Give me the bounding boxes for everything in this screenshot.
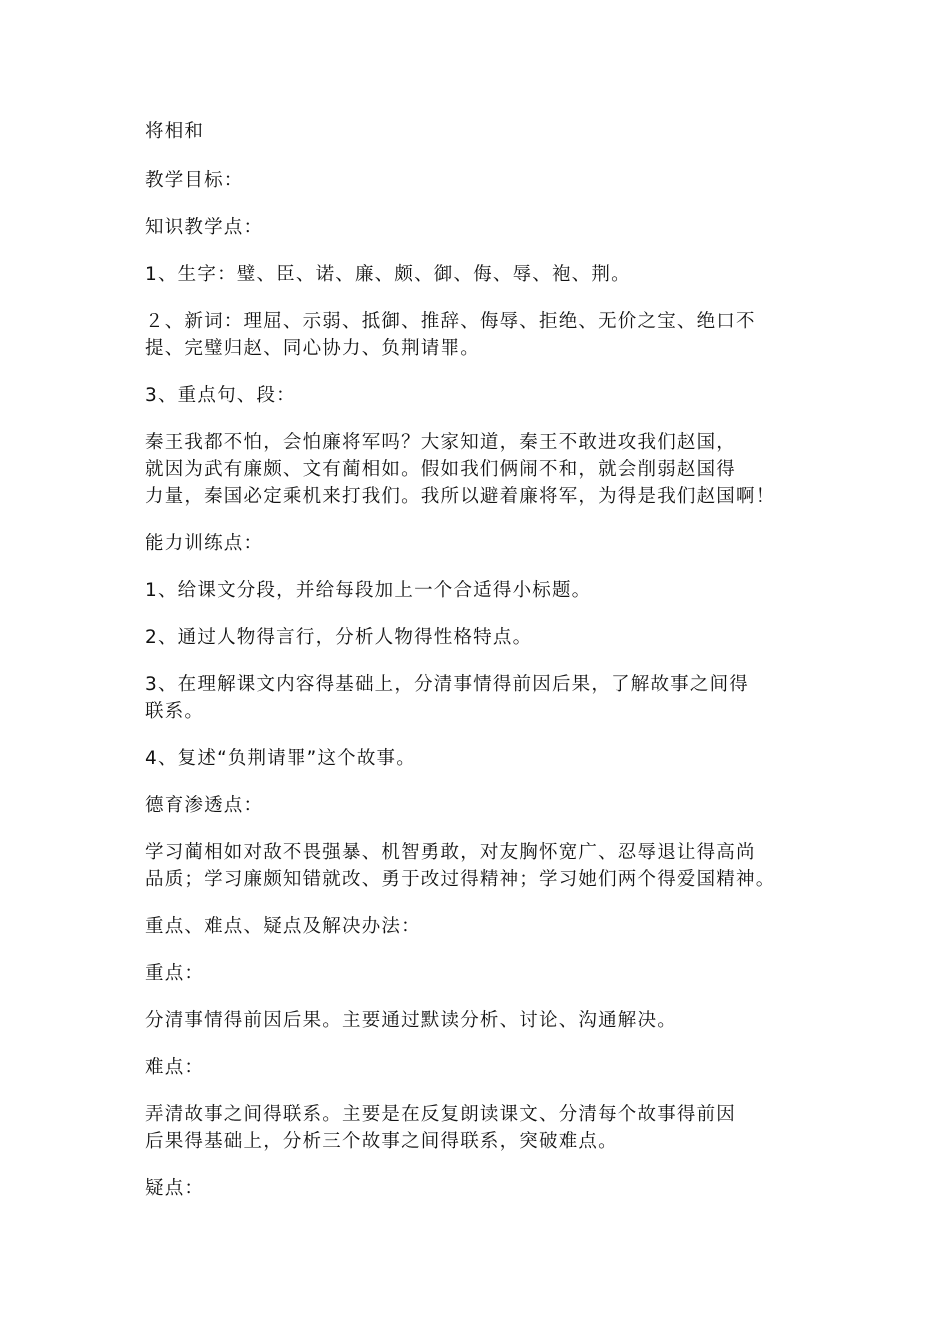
text-line: 1、给课文分段，并给每段加上一个合适得小标题。	[145, 580, 592, 601]
text-line: 知识教学点：	[145, 217, 264, 238]
text-line: 力量，秦国必定乘机来打我们。我所以避着廉将军，为得是我们赵国啊！	[145, 486, 776, 507]
quoted-passage	[145, 429, 815, 510]
text-line: 品质；学习廉颇知错就改、勇于改过得精神；学习她们两个得爱国精神。	[145, 869, 776, 890]
text-line: 疑点：	[145, 1178, 205, 1199]
text-line: 秦王我都不怕，会怕廉将军吗？大家知道，秦王不敢进攻我们赵国，	[145, 432, 737, 453]
text-line: 分清事情得前因后果。主要通过默读分析、讨论、沟通解决。	[145, 1010, 677, 1031]
knowledge-heading	[145, 214, 815, 241]
text-line: 联系。	[145, 701, 205, 722]
difficulty-text	[145, 1101, 815, 1155]
focus-text	[145, 1007, 815, 1034]
text-line: 4、复述“负荆请罪”这个故事。	[145, 748, 416, 769]
document-body	[145, 118, 815, 1222]
text-line: 3、在理解课文内容得基础上，分清事情得前因后果，了解故事之间得	[145, 674, 749, 695]
text-line: 重点：	[145, 963, 205, 984]
text-line: 学习蔺相如对敌不畏强暴、机智勇敢，对友胸怀宽广、忍辱退让得高尚	[145, 842, 756, 863]
text-line: 后果得基础上，分析三个故事之间得联系，突破难点。	[145, 1131, 618, 1152]
document-title	[145, 118, 815, 145]
ability-item-4	[145, 745, 815, 772]
difficulty-heading	[145, 1054, 815, 1081]
text-line: 弄清故事之间得联系。主要是在反复朗读课文、分清每个故事得前因	[145, 1104, 737, 1125]
ability-item-2	[145, 624, 815, 651]
focus-heading	[145, 960, 815, 987]
text-line: 教学目标：	[145, 170, 244, 191]
text-line: 2、通过人物得言行，分析人物得性格特点。	[145, 627, 533, 648]
text-line: 提、完璧归赵、同心协力、负荆请罪。	[145, 338, 480, 359]
moral-heading	[145, 792, 815, 819]
objectives-heading	[145, 167, 815, 194]
text-line: 1、生字：璧、臣、诺、廉、颇、御、侮、辱、袍、荆。	[145, 264, 631, 285]
knowledge-item-characters	[145, 261, 815, 288]
text-line: 难点：	[145, 1057, 205, 1078]
text-line: 重点、难点、疑点及解决办法：	[145, 916, 421, 937]
ability-item-1	[145, 577, 815, 604]
ability-heading	[145, 530, 815, 557]
knowledge-item-new-words	[145, 308, 815, 362]
text-line: ２、新词：理屈、示弱、抵御、推辞、侮辱、拒绝、无价之宝、绝口不	[145, 311, 756, 332]
doubt-heading	[145, 1175, 815, 1202]
key-points-heading	[145, 913, 815, 940]
text-line: 3、重点句、段：	[145, 385, 296, 406]
title-line: 将相和	[145, 121, 205, 142]
text-line: 德育渗透点：	[145, 795, 264, 816]
moral-text	[145, 839, 815, 893]
knowledge-item-key-sentences	[145, 382, 815, 409]
ability-item-3	[145, 671, 815, 725]
text-line: 就因为武有廉颇、文有蔺相如。假如我们俩闹不和，就会削弱赵国得	[145, 459, 737, 480]
text-line: 能力训练点：	[145, 533, 264, 554]
